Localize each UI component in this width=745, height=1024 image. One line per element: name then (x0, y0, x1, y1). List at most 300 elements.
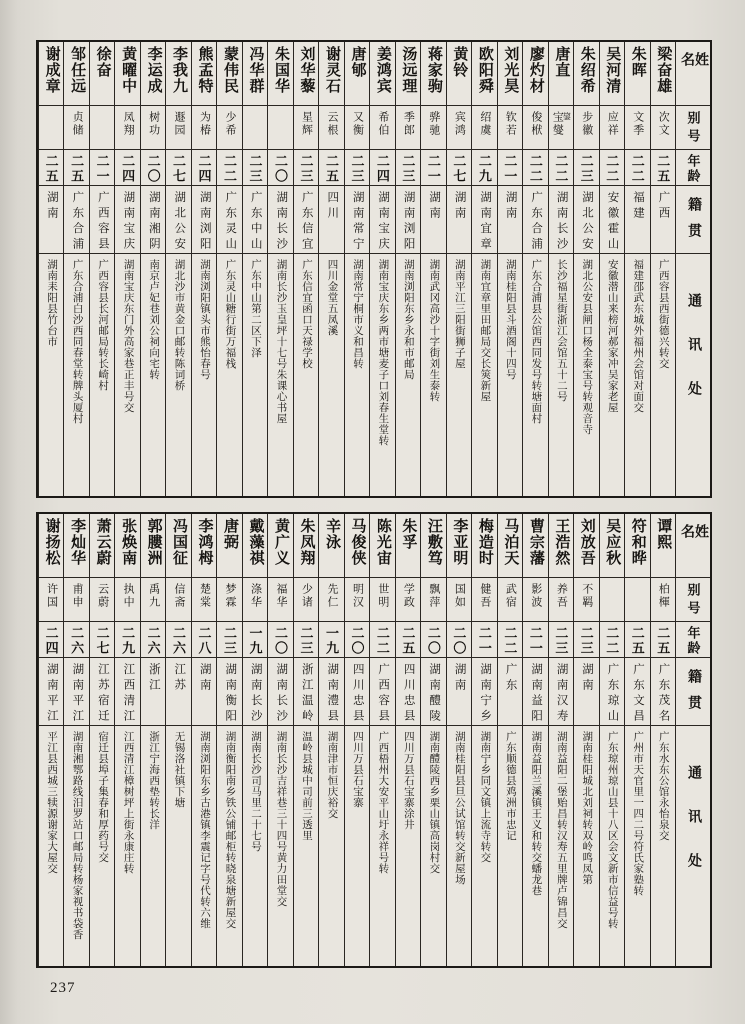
entry-age: 二五 (625, 622, 649, 658)
entry-name: 黄铃 (447, 42, 471, 106)
entry-age: 二七 (90, 622, 114, 658)
entry-column (497, 42, 522, 496)
entry-origin: 湖南平江 (39, 658, 63, 726)
entry-column (395, 42, 420, 496)
entry-origin: 湖南宝庆 (115, 186, 139, 254)
entry-name: 李鸿栂 (192, 514, 216, 578)
entry-alias: 福华 (268, 578, 292, 622)
entry-column (63, 42, 88, 496)
entry-address: 湖南衡阳南乡铁公铺邮柜转晓泉塘新屋交 (224, 731, 236, 929)
entry-age: 二二 (600, 622, 624, 658)
entry-name: 姜鸿宾 (370, 42, 394, 106)
entry-column (318, 514, 343, 966)
entry-name: 汤远理 (396, 42, 420, 106)
entry-column (293, 42, 318, 496)
entry-name: 朱晖 (625, 42, 649, 106)
entry-origin: 湖北公安 (574, 186, 598, 254)
entry-age: 二六 (64, 622, 88, 658)
entry-origin: 浙江 (141, 658, 165, 726)
entry-name: 朱凤翔 (294, 514, 318, 578)
entry-alias: 学政 (396, 578, 420, 622)
entry-alias: 希伯 (370, 106, 394, 150)
entry-age: 二七 (447, 150, 471, 186)
entry-age: 二六 (141, 622, 165, 658)
entry-column (242, 42, 267, 496)
entry-age: 二一 (421, 150, 445, 186)
entry-column (267, 42, 292, 496)
entry-age: 二四 (370, 150, 394, 186)
entry-column (89, 514, 114, 966)
entry-age: 二五 (319, 150, 343, 186)
entry-name: 郭膢洲 (141, 514, 165, 578)
entry-name: 谢灵石 (319, 42, 343, 106)
entry-column (599, 42, 624, 496)
entry-address: 江西清江樟树坪上街永康庄转 (122, 731, 134, 874)
entry-origin: 湖南长沙 (243, 658, 267, 726)
entry-origin: 四川 (319, 186, 343, 254)
entry-age: 二四 (115, 150, 139, 186)
entry-address: 福建邵武东城外福州会馆对面交 (632, 259, 644, 413)
entry-alias: 执中 (115, 578, 139, 622)
entry-alias: 树功 (141, 106, 165, 150)
entry-origin: 湖南长沙 (268, 186, 292, 254)
entry-address: 浙江宁海西垫转长洋 (148, 731, 160, 830)
entry-column (650, 514, 675, 966)
entry-address: 湖南湘鄂路线汨罗站口邮局转杨家视书袋香 (71, 731, 83, 940)
entry-address: 广东水东公馆永怡泉交 (657, 731, 669, 841)
entry-alias: 禹九 (141, 578, 165, 622)
entry-column (38, 514, 63, 966)
entry-origin: 广东信宜 (294, 186, 318, 254)
entry-alias: 不羁 (574, 578, 598, 622)
entry-column (471, 42, 496, 496)
entry-origin: 湖南宜章 (472, 186, 496, 254)
entry-alias: 季郎 (396, 106, 420, 150)
entry-alias: 先仁 (319, 578, 343, 622)
entry-column (114, 514, 139, 966)
entry-alias: 云根 (319, 106, 343, 150)
entry-age: 二一 (472, 622, 496, 658)
header-name: 姓名 (676, 514, 710, 578)
entry-address: 湖南桂阳城北刘祠转双岭鸣凤第 (581, 731, 593, 885)
entry-name: 李灿华 (64, 514, 88, 578)
entry-column (344, 514, 369, 966)
entry-origin: 湖南 (447, 658, 471, 726)
entry-column (267, 514, 292, 966)
entry-alias: 健吾 (472, 578, 496, 622)
entry-origin: 湖南宁乡 (472, 658, 496, 726)
entry-alias: 星辉 (294, 106, 318, 150)
entry-column (114, 42, 139, 496)
entry-column (446, 514, 471, 966)
entry-address: 湖北沙市黄金口邮转陈词桥 (173, 259, 185, 391)
entry-name: 唐直 (549, 42, 573, 106)
entry-column (471, 514, 496, 966)
entry-name: 黄广义 (268, 514, 292, 578)
entry-age: 二九 (115, 622, 139, 658)
entry-age: 二三 (574, 150, 598, 186)
entry-age: 二五 (651, 150, 675, 186)
entry-address: 湖南桂阳县斗酒阁十四号 (504, 259, 516, 380)
entry-age: 二二 (370, 622, 394, 658)
entry-column (573, 514, 598, 966)
entry-origin: 湖南醴陵 (421, 658, 445, 726)
entry-address: 宿迁县埠子集春和厚药号交 (97, 731, 109, 863)
entry-address: 广东合浦白沙西同春堂转牌头厦村 (71, 259, 83, 424)
entry-name: 朱国华 (268, 42, 292, 106)
entry-address: 湖南浏阳镇头市熊怡春号 (199, 259, 211, 380)
entry-origin: 湖南澧县 (319, 658, 343, 726)
entry-alias: 凤翔 (115, 106, 139, 150)
entry-alias: 涤华 (243, 578, 267, 622)
entry-age: 二〇 (421, 622, 445, 658)
entry-alias: 宝燮 鋆 (549, 106, 573, 150)
header-address: 通讯处 (686, 293, 701, 425)
entry-age: 二三 (345, 150, 369, 186)
directory-table-bottom (36, 512, 712, 968)
entry-origin: 四川忠县 (396, 658, 420, 726)
entry-origin: 广东琼山 (600, 658, 624, 726)
entry-name: 徐奋 (90, 42, 114, 106)
entry-column (522, 514, 547, 966)
entry-alias: 楚棠 (192, 578, 216, 622)
entry-origin: 广西容县 (90, 186, 114, 254)
entry-address: 湖南桂阳县旦公试馆转交新屋场 (453, 731, 465, 885)
entry-age: 二二 (625, 150, 649, 186)
entry-name: 曹宗藩 (523, 514, 547, 578)
entry-alias: 梦霖 (217, 578, 241, 622)
entry-address: 湖南津市恒庆裕交 (326, 731, 338, 819)
entry-age: 二三 (294, 150, 318, 186)
entry-alias: 少诸 (294, 578, 318, 622)
entry-name: 谢扬松 (39, 514, 63, 578)
entry-alias: 俊栿 (523, 106, 547, 150)
entry-address: 湖南常宁桐市义和昌转 (351, 259, 363, 369)
entry-alias: 国如 (447, 578, 471, 622)
row-header-column (675, 42, 710, 496)
entry-name: 张焕南 (115, 514, 139, 578)
entry-address: 平江县西城三犊源谢家大屋交 (46, 731, 58, 874)
entry-age: 二二 (523, 150, 547, 186)
entry-age: 二四 (39, 622, 63, 658)
entry-age: 二〇 (268, 150, 292, 186)
entry-age: 二〇 (345, 622, 369, 658)
entry-name: 唐郇 (345, 42, 369, 106)
entry-alias: 武宿 (498, 578, 522, 622)
entry-age: 二一 (498, 150, 522, 186)
entry-address: 湖南浏阳东乡永和市邮局 (402, 259, 414, 380)
entry-alias: 许国 (39, 578, 63, 622)
entry-address: 广东信宜函口天禄学校 (300, 259, 312, 369)
entry-name: 邹任远 (64, 42, 88, 106)
entry-address: 南京卢妃巷刘公祠向宅转 (148, 259, 160, 380)
entry-address: 安徽潜山来榜河郝家冲吴家老屋 (606, 259, 618, 413)
entry-column (242, 514, 267, 966)
entry-column (446, 42, 471, 496)
entry-name: 吴河清 (600, 42, 624, 106)
entry-alias: 信斋 (166, 578, 190, 622)
entry-age: 一九 (319, 622, 343, 658)
entry-alias (243, 106, 267, 150)
entry-origin: 湖南长沙 (268, 658, 292, 726)
entry-address: 温岭县城中司前三透里 (300, 731, 312, 841)
entry-address: 湖南平江三阳街狮子屋 (453, 259, 465, 369)
entry-address: 无锡洛社镇下塘 (173, 731, 185, 808)
entry-name: 熊孟特 (192, 42, 216, 106)
entry-alias: 影波 (523, 578, 547, 622)
entry-origin: 湖南浏阳 (192, 186, 216, 254)
entry-origin: 湖南益阳 (523, 658, 547, 726)
entry-column (420, 514, 445, 966)
entry-name: 吴应秋 (600, 514, 624, 578)
entry-alias: 钦若 (498, 106, 522, 150)
entry-age: 二三 (396, 150, 420, 186)
entry-name: 唐弼 (217, 514, 241, 578)
entry-name: 刘光昊 (498, 42, 522, 106)
entry-origin: 广东合浦 (523, 186, 547, 254)
entry-column (624, 42, 649, 496)
entry-origin: 湖南 (39, 186, 63, 254)
entry-age: 二〇 (447, 622, 471, 658)
entry-name: 符和晔 (625, 514, 649, 578)
entry-column (395, 514, 420, 966)
entry-address: 湖南宜章里田邮局交长筴新屋 (479, 259, 491, 402)
entry-origin: 广西 (651, 186, 675, 254)
entry-origin: 湖南衡阳 (217, 658, 241, 726)
header-address: 通讯处 (686, 765, 701, 897)
entry-address: 广西容县西街德兴转交 (657, 259, 669, 369)
entry-age: 二六 (166, 622, 190, 658)
entry-column (63, 514, 88, 966)
entry-age: 二一 (90, 150, 114, 186)
entry-address: 湖南醴陵西乡栗山镇高岗村交 (428, 731, 440, 874)
entry-origin: 湖北公安 (166, 186, 190, 254)
entry-alias: 云蔚 (90, 578, 114, 622)
entry-name: 王浩然 (549, 514, 573, 578)
entry-column (216, 514, 241, 966)
entry-alias: 甫申 (64, 578, 88, 622)
entry-origin: 安徽霍山 (600, 186, 624, 254)
entry-column (165, 42, 190, 496)
entry-origin: 湖南 (421, 186, 445, 254)
entry-column (548, 514, 573, 966)
entry-name: 李亚明 (447, 514, 471, 578)
entry-address: 湖南耒阳县竹台市 (46, 259, 58, 347)
entry-age: 二五 (651, 622, 675, 658)
entry-name: 谢成章 (39, 42, 63, 106)
entry-alias: 世明 (370, 578, 394, 622)
entry-column (191, 514, 216, 966)
entry-address: 湖南宁乡同文镇上流寺转交 (479, 731, 491, 863)
entry-column (369, 42, 394, 496)
entry-name: 梅造时 (472, 514, 496, 578)
entry-name: 戴藻祺 (243, 514, 267, 578)
entry-alias: 文季 (625, 106, 649, 150)
entry-age: 二九 (472, 150, 496, 186)
entry-column (293, 514, 318, 966)
entry-origin: 江苏 (166, 658, 190, 726)
entry-origin: 广东文昌 (625, 658, 649, 726)
entry-alias: 柏楎 (651, 578, 675, 622)
entry-column (650, 42, 675, 496)
entry-origin: 湖南 (192, 658, 216, 726)
entry-address: 湖北公安县闸口杨全泰宝号转观音寺 (581, 259, 593, 435)
entry-origin: 湖南汉寿 (549, 658, 573, 726)
entry-name: 欧阳舜 (472, 42, 496, 106)
entry-origin: 江西清江 (115, 658, 139, 726)
header-name: 姓名 (676, 42, 710, 106)
entry-origin: 广东 (498, 658, 522, 726)
entry-age: 二三 (574, 622, 598, 658)
entry-column (497, 514, 522, 966)
entry-alias: 遯园 (166, 106, 190, 150)
entry-origin: 湖南宝庆 (370, 186, 394, 254)
entry-address: 长沙福星街浙江会馆五十二号 (555, 259, 567, 402)
entry-origin: 湖南浏阳 (396, 186, 420, 254)
entry-name: 李运成 (141, 42, 165, 106)
header-alias: 别号 (676, 106, 710, 150)
entry-name: 马俊侠 (345, 514, 369, 578)
entry-alias: 宾鸿 (447, 106, 471, 150)
entry-column (573, 42, 598, 496)
entry-age: 二三 (243, 150, 267, 186)
header-age: 年龄 (676, 150, 710, 186)
entry-column (420, 42, 445, 496)
entry-address: 湖南武冈高沙十字街刘生泰转 (428, 259, 440, 402)
entry-age: 二五 (39, 150, 63, 186)
entry-age: 二〇 (268, 622, 292, 658)
entry-address: 湖南浏阳东乡古港镇李震记字号代转六维 (199, 731, 211, 929)
entry-alias (625, 578, 649, 622)
entry-alias: 少希 (217, 106, 241, 150)
entry-age: 二二 (498, 622, 522, 658)
entry-column (140, 514, 165, 966)
entry-name: 陈光宙 (370, 514, 394, 578)
entry-age: 二五 (64, 150, 88, 186)
entry-column (318, 42, 343, 496)
entry-age: 二二 (600, 150, 624, 186)
entry-address: 四川金堂五凤溪 (326, 259, 338, 336)
entry-origin: 湖南 (498, 186, 522, 254)
entry-name: 梁奋雄 (651, 42, 675, 106)
entry-origin: 福建 (625, 186, 649, 254)
entry-alias (90, 106, 114, 150)
entry-name: 辛泳 (319, 514, 343, 578)
entry-origin: 湖南 (447, 186, 471, 254)
directory-table-top (36, 40, 712, 498)
entry-column (216, 42, 241, 496)
entry-age: 二一 (523, 622, 547, 658)
entry-address: 四川万县石宝寨涂井 (402, 731, 414, 830)
entry-origin: 湖南湘阴 (141, 186, 165, 254)
entry-name: 朱孚 (396, 514, 420, 578)
entry-alias: 明汉 (345, 578, 369, 622)
entry-alias: 绍虞 (472, 106, 496, 150)
entry-alias: 贞储 (64, 106, 88, 150)
header-origin: 籍贯 (676, 186, 710, 254)
entry-age: 二四 (192, 150, 216, 186)
entry-age: 二八 (192, 622, 216, 658)
entry-alias: 次文 (651, 106, 675, 150)
header-alias: 别号 (676, 578, 710, 622)
entry-origin: 广东茂名 (651, 658, 675, 726)
entry-age: 二五 (396, 622, 420, 658)
entry-column (599, 514, 624, 966)
entry-address: 广东中山第二区下泽 (250, 259, 261, 358)
entry-name: 蒋家驹 (421, 42, 445, 106)
entry-age: 二三 (294, 622, 318, 658)
page-number: 237 (50, 980, 76, 996)
entry-address: 广西梧州大安平山圩永祥号转 (377, 731, 389, 874)
entry-alias (39, 106, 63, 150)
entry-alias: 又衡 (345, 106, 369, 150)
entry-alias: 步徽 (574, 106, 598, 150)
entry-address: 湖南宝庆东门外高家巷正丰号交 (122, 259, 134, 413)
entry-name: 谭熙 (651, 514, 675, 578)
entry-column (140, 42, 165, 496)
entry-name: 廖灼材 (523, 42, 547, 106)
entry-column (38, 42, 63, 496)
entry-age: 一九 (243, 622, 267, 658)
entry-name: 黄曜中 (115, 42, 139, 106)
entry-age: 二三 (549, 622, 573, 658)
entry-name: 萧云蔚 (90, 514, 114, 578)
entry-origin: 四川忠县 (345, 658, 369, 726)
header-age: 年龄 (676, 622, 710, 658)
entry-address: 湖南长沙玉皇坪十七号朱课心书屋 (275, 259, 287, 424)
entry-alias (600, 578, 624, 622)
entry-address: 广东灵山糖行街万福栈 (224, 259, 236, 369)
entry-name: 蒙伟民 (217, 42, 241, 106)
entry-age: 二三 (217, 622, 241, 658)
entry-address: 广东顺德县鸡洲市忠记 (504, 731, 516, 841)
entry-alias: 养吾 (549, 578, 573, 622)
row-header-column (675, 514, 710, 966)
entry-age: 二〇 (141, 150, 165, 186)
entry-column (624, 514, 649, 966)
entry-origin: 广东灵山 (217, 186, 241, 254)
entry-alias (268, 106, 292, 150)
header-origin: 籍贯 (676, 658, 710, 726)
entry-column (369, 514, 394, 966)
entry-address: 广西容县长河邮局转长崎村 (97, 259, 109, 391)
entry-alias: 为椿 (192, 106, 216, 150)
entry-origin: 湖南平江 (64, 658, 88, 726)
entry-alias: 飘萍 (421, 578, 445, 622)
entry-origin: 湖南 (574, 658, 598, 726)
entry-origin: 广东中山 (243, 186, 267, 254)
entry-address: 湖南长沙司马里二十七号 (250, 731, 261, 852)
entry-column (548, 42, 573, 496)
entry-address: 湖南长沙吉祥巷三十四号黄力田堂交 (275, 731, 287, 907)
entry-alias: 应祥 (600, 106, 624, 150)
entry-age: 二二 (217, 150, 241, 186)
entry-address: 广州市天官里一四二号符氏家塾转 (632, 731, 644, 896)
entry-name: 李我九 (166, 42, 190, 106)
entry-address: 湖南益阳二堡贻昌转汉寿五里牌卢锦昌交 (555, 731, 567, 929)
entry-origin: 广西容县 (370, 658, 394, 726)
entry-alias: 骅驰 (421, 106, 445, 150)
entry-origin: 湖南常宁 (345, 186, 369, 254)
entry-origin: 浙江温岭 (294, 658, 318, 726)
entry-column (522, 42, 547, 496)
entry-name: 汪敷笃 (421, 514, 445, 578)
entry-address: 湖南宝庆东乡两市塘麦子口刘春生堂转 (377, 259, 389, 446)
entry-age: 二七 (166, 150, 190, 186)
entry-origin: 广东合浦 (64, 186, 88, 254)
entry-address: 广东琼州琼山县十八区会文新市信益号转 (606, 731, 618, 929)
entry-name: 刘华藜 (294, 42, 318, 106)
